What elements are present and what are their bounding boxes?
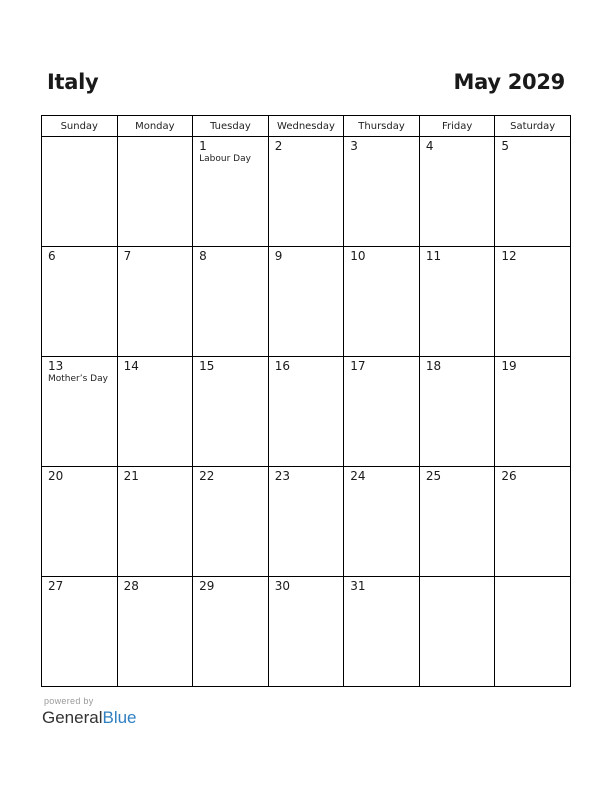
day-number: 2 — [274, 139, 283, 153]
day-cell — [344, 577, 420, 687]
day-cell — [42, 357, 118, 467]
holiday-label: Mother’s Day — [48, 374, 108, 384]
calendar-grid — [41, 115, 571, 687]
day-cell — [495, 467, 571, 577]
day-number: 17 — [350, 359, 366, 373]
brand-blue: Blue — [102, 708, 137, 727]
day-number: 31 — [350, 579, 366, 593]
day-number: 13 — [48, 359, 64, 373]
day-number: 3 — [350, 139, 358, 153]
weekday-monday: Monday — [117, 116, 193, 137]
day-number: 11 — [425, 249, 442, 263]
holiday-label: Labour Day — [199, 154, 251, 164]
day-cell — [117, 357, 193, 467]
week-row — [42, 357, 571, 467]
day-number: 18 — [425, 359, 442, 373]
week-row — [42, 247, 571, 357]
day-number: 20 — [48, 469, 64, 483]
brand-general: General — [42, 708, 103, 727]
day-cell — [344, 467, 420, 577]
day-number: 23 — [274, 469, 290, 483]
day-cell — [117, 247, 193, 357]
day-cell — [42, 247, 118, 357]
day-cell — [42, 577, 118, 687]
day-number: 12 — [501, 249, 517, 263]
day-cell — [193, 137, 269, 247]
weekday-friday: Friday — [419, 116, 495, 137]
day-cell — [193, 467, 269, 577]
day-cell — [344, 247, 420, 357]
day-cell — [344, 357, 420, 467]
day-cell — [495, 247, 571, 357]
day-cell — [419, 467, 495, 577]
day-cell — [419, 577, 495, 687]
day-number: 6 — [48, 249, 56, 263]
weekday-header-row — [42, 116, 571, 137]
day-number: 30 — [274, 579, 290, 593]
day-number: 22 — [199, 469, 215, 483]
weekday-thursday: Thursday — [344, 116, 420, 137]
day-number: 26 — [501, 469, 517, 483]
day-cell — [419, 247, 495, 357]
weekday-tuesday: Tuesday — [193, 116, 269, 137]
day-number: 28 — [123, 579, 139, 593]
day-number: 21 — [123, 469, 139, 483]
day-number: 15 — [199, 359, 215, 373]
day-cell — [419, 357, 495, 467]
day-cell — [495, 577, 571, 687]
powered-by-label: powered by — [44, 696, 94, 706]
week-row — [42, 137, 571, 247]
day-cell — [42, 467, 118, 577]
day-number: 29 — [199, 579, 215, 593]
day-number: 27 — [48, 579, 64, 593]
day-cell — [344, 137, 420, 247]
month-year-title: May 2029 — [453, 70, 565, 94]
day-cell — [117, 467, 193, 577]
weekday-wednesday: Wednesday — [268, 116, 344, 137]
day-cell — [495, 137, 571, 247]
day-number: 25 — [425, 469, 442, 483]
day-cell — [193, 577, 269, 687]
day-number: 14 — [123, 359, 139, 373]
day-number: 8 — [199, 249, 207, 263]
day-cell — [117, 137, 193, 247]
day-cell — [193, 357, 269, 467]
day-cell — [268, 357, 344, 467]
day-cell — [117, 577, 193, 687]
day-cell — [268, 467, 344, 577]
day-cell — [42, 137, 118, 247]
brand-logo — [42, 708, 137, 728]
day-number: 9 — [274, 249, 283, 263]
week-row — [42, 467, 571, 577]
week-row — [42, 577, 571, 687]
day-number: 5 — [501, 139, 510, 153]
day-number: 24 — [350, 469, 366, 483]
weekday-sunday: Sunday — [42, 116, 118, 137]
country-title: Italy — [47, 70, 99, 94]
day-number: 10 — [350, 249, 366, 263]
day-number: 19 — [501, 359, 517, 373]
day-cell — [193, 247, 269, 357]
day-number: 1 — [199, 139, 207, 153]
day-number: 16 — [274, 359, 290, 373]
day-cell — [419, 137, 495, 247]
day-cell — [495, 357, 571, 467]
day-cell — [268, 577, 344, 687]
day-number: 7 — [123, 249, 132, 263]
weekday-saturday: Saturday — [495, 116, 571, 137]
day-cell — [268, 137, 344, 247]
day-cell — [268, 247, 344, 357]
day-number: 4 — [425, 139, 434, 153]
